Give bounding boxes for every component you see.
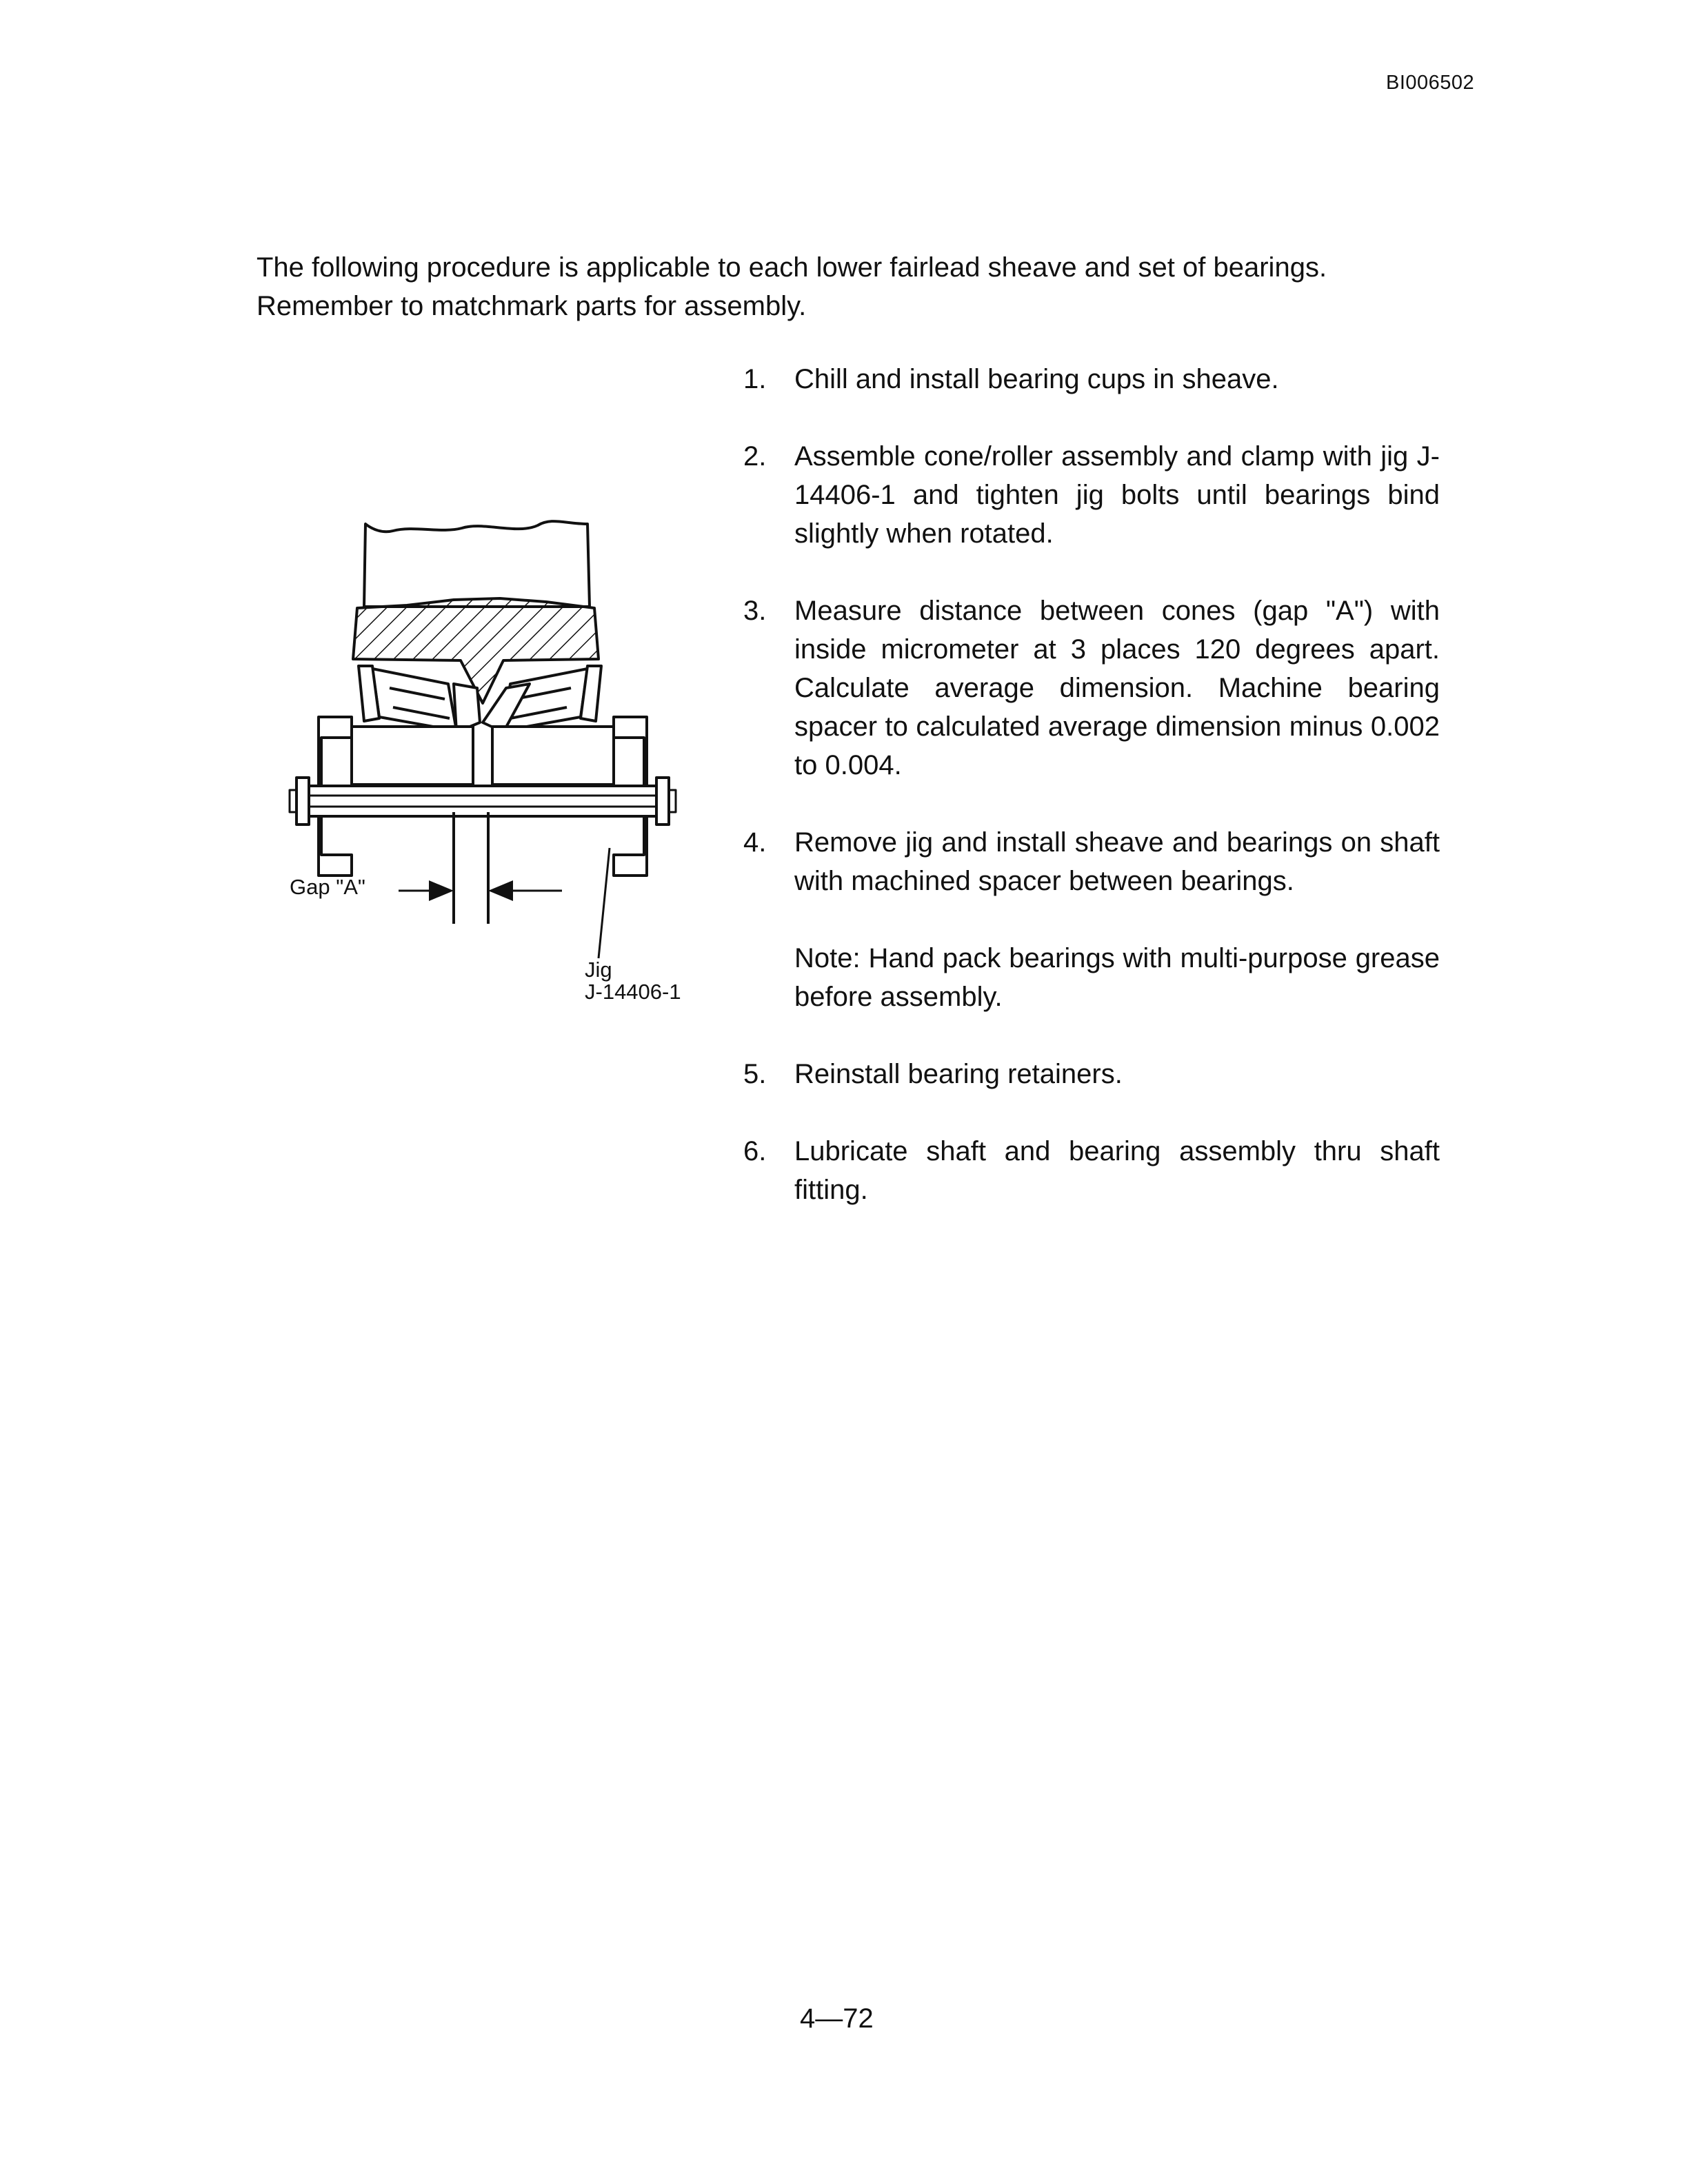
step-text: Assemble cone/roller assembly and clamp with jig J-14406-1 and tighten jig bolts until bearings bind slightly when rotated. bbox=[794, 441, 1440, 549]
step-number: 1. bbox=[743, 364, 767, 394]
step-number: 4. bbox=[743, 827, 767, 858]
step-3 bbox=[743, 592, 1440, 785]
step-text: Reinstall bearing retainers. bbox=[794, 1059, 1123, 1089]
intro-paragraph bbox=[257, 248, 1443, 325]
step-text: Lubricate shaft and bearing assembly thru shaft fitting. bbox=[794, 1136, 1440, 1205]
step-text: Measure distance between cones (gap "A") with inside micrometer at 3 places 120 degrees apart. Calculate average dimension. Machine bearing spacer to calculated average dimension minus 0.002 to 0.004. bbox=[794, 596, 1440, 780]
procedure-steps bbox=[743, 360, 1440, 1209]
right-cone-block bbox=[492, 727, 614, 785]
step-2 bbox=[743, 437, 1440, 553]
intro-line-2: Remember to matchmark parts for assembly. bbox=[257, 291, 807, 321]
step-text: Remove jig and install sheave and bearings on shaft with machined spacer between bearings. bbox=[794, 827, 1440, 896]
step-number: 3. bbox=[743, 596, 767, 626]
step-4 bbox=[743, 823, 1440, 900]
bearing-jig-figure bbox=[276, 503, 717, 1048]
step-number: 5. bbox=[743, 1059, 767, 1089]
page-number: 4—72 bbox=[800, 2003, 874, 2034]
jig-bolt bbox=[306, 786, 659, 816]
jig-part-number-label: J-14406-1 bbox=[585, 980, 681, 1004]
left-cone bbox=[454, 684, 480, 732]
step-number: 2. bbox=[743, 441, 767, 472]
step-1 bbox=[743, 360, 1440, 398]
intro-line-1: The following procedure is applicable to each lower fairlead sheave and set of bearings. bbox=[257, 252, 1327, 283]
bearing-jig-diagram bbox=[276, 503, 717, 1048]
right-nut bbox=[656, 778, 669, 825]
step-text: Chill and install bearing cups in sheave. bbox=[794, 364, 1279, 394]
left-cone-block bbox=[352, 727, 473, 785]
left-nut bbox=[297, 778, 309, 825]
jig-label: Jig bbox=[585, 958, 612, 982]
step-5 bbox=[743, 1055, 1440, 1093]
jig-leader-line bbox=[599, 848, 610, 958]
document-id: BI006502 bbox=[1386, 72, 1475, 94]
sheave-body bbox=[364, 521, 590, 607]
step-6 bbox=[743, 1132, 1440, 1209]
gap-a-label: Gap "A" bbox=[290, 875, 365, 899]
step-number: 6. bbox=[743, 1136, 767, 1166]
note-paragraph: Note: Hand pack bearings with multi-purpose grease before assembly. bbox=[794, 943, 1440, 1012]
